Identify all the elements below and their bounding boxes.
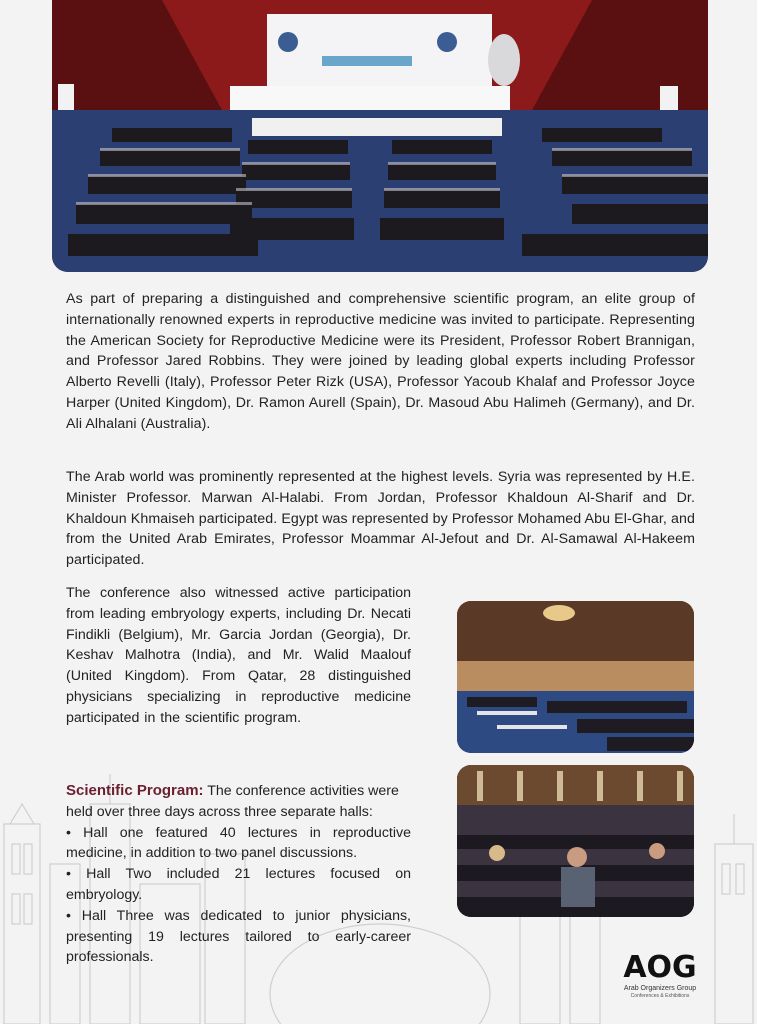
hall-list (66, 823, 411, 969)
hero-conference-photo (52, 0, 708, 272)
scientific-program-intro (66, 781, 411, 823)
logo-name: Arab Organizers Group (623, 985, 697, 992)
list-item: • Hall one featured 40 lectures in reproductive medicine, in addition to two panel discussions. (66, 824, 411, 862)
side-photo-wide-hall (457, 601, 694, 753)
logo-mark: AOG (623, 950, 697, 985)
scientific-program-section (66, 781, 411, 968)
intro-paragraph: As part of preparing a distinguished and comprehensive scientific program, an elite group of internationally renowned experts in reproductive medicine was invited to participate. Representing the American Society for Reproductive Medicine were its President, Professor Robert Brannigan, and Professor Jared Robbins. They were joined by leading global experts including Professor Alberto Revelli (Italy), Professor Peter Rizk (USA), Professor Yacoub Khalaf and Professor Joyce Harper (United Kingdom), Dr. Ramon Aurell (Spain), Dr. Masoud Abu Halimeh (Germany), and Dr. Ali Alhalani (Australia). (66, 291, 695, 432)
conference-hall-photo-icon (52, 0, 708, 272)
hall-photo-icon (457, 601, 694, 753)
list-item: • Hall Two included 21 lectures focused on embryology. (66, 866, 411, 903)
aog-logo (620, 952, 700, 1012)
side-photo-audience (457, 765, 694, 917)
arab-world-paragraph: The Arab world was prominently represented at the highest levels. Syria was represented by H.E. Minister Professor. Marwan Al-Halabi. From Jordan, Professor Khaldoun Al-Sharif and Dr. Khaldoun Khmaiseh participated. Egypt was represented by Professor Mohamed Abu El-Ghar, and from the United Arab Emirates, Professor Moammar Al-Jefout and Dr. Al-Samawal Al-Hakeem participated. (66, 469, 695, 569)
scientific-program-intro-text: The conference activities were held over three days across three separate halls: (66, 783, 399, 820)
embryology-paragraph: The conference also witnessed active participation from leading embryology experts, including Dr. Necati Findikli (Belgium), Mr. Garcia Jordan (Georgia), Dr. Keshav Malhotra (India), and Mr. Walid Maalouf (United Kingdom). From Qatar, 28 distinguished physicians specializing in reproductive medicine participated in the scientific program. (66, 585, 411, 726)
scientific-program-heading: Scientific Program: (66, 782, 204, 799)
audience-photo-icon (457, 765, 694, 917)
list-item: • Hall Three was dedicated to junior physicians, presenting 19 lectures tailored to early-career professionals. (66, 907, 411, 966)
logo-tagline: Conferences & Exhibitions (630, 993, 690, 999)
